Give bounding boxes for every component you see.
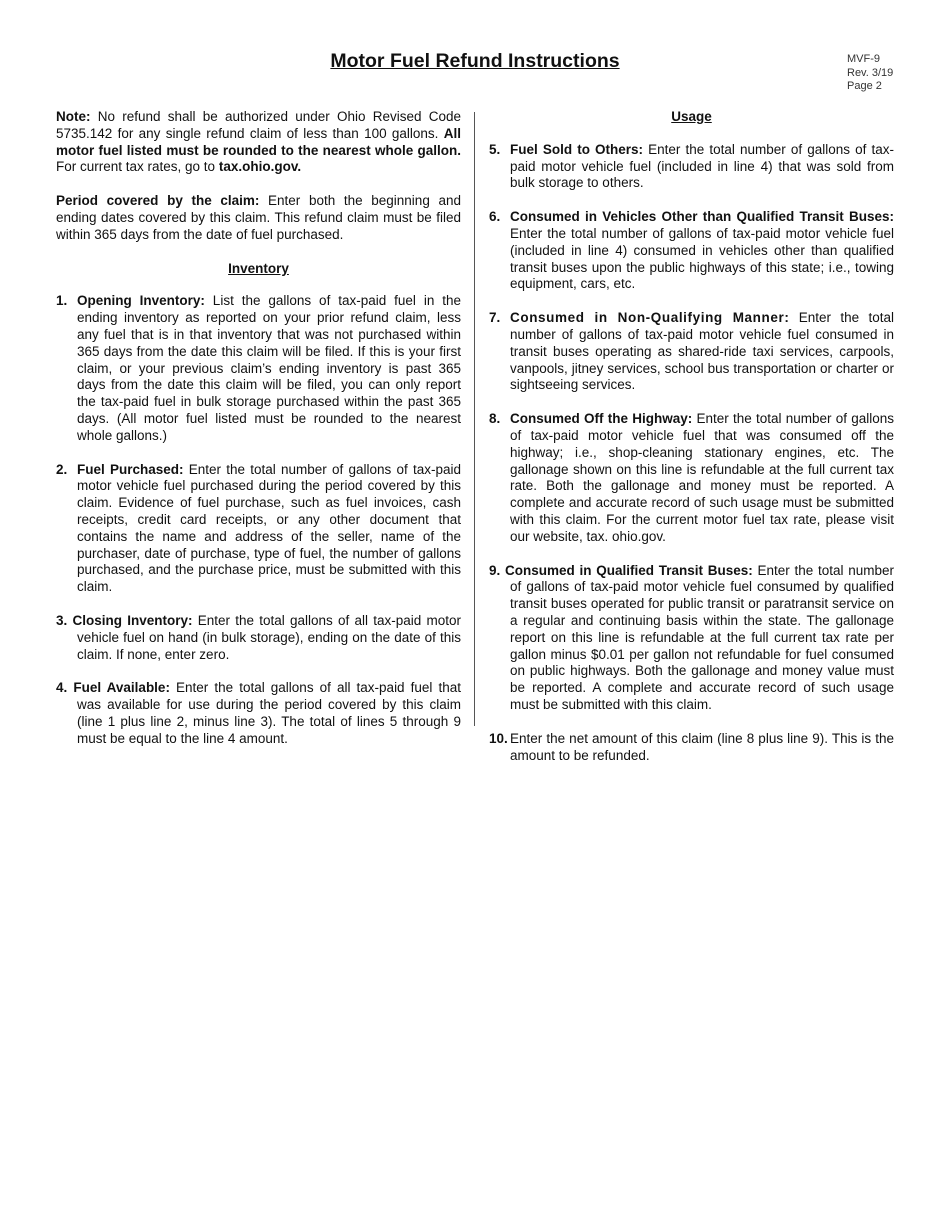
item-title: Fuel Available: [73,680,170,696]
instruction-item-1 [56,293,461,444]
inventory-heading: Inventory [228,260,289,276]
item-text: Enter the total number of gallons of tax-paid motor vehicle fuel consumed in transit buses operating as shared-ride taxi services, carpools, vanpools, jitney services, school bus transportation or charter or sightseeing services. [510,310,894,393]
form-number: MVF-9 [847,53,880,65]
item-number: 8. [489,411,501,427]
item-title: Fuel Purchased: [77,461,184,477]
item-text: Enter the total number of gallons of tax-paid motor vehicle fuel that was consumed off the highway; i.e., shop-cleaning stationary engines, etc. The gallonage shown on this line is refundable at the full current tax rate. Both the gallonage and money must be reported. A complete and accurate record of such usage must be submitted with this claim. For the current motor fuel tax rate, please visit our website, tax. ohio.gov. [510,411,894,544]
item-text: Enter the total number of gallons of tax-paid motor vehicle fuel (included in line 4) consumed in vehicles other than qualified transit buses upon the public highways of this state; i.e., towing equipment, cars, etc. [510,225,894,292]
instruction-item-7 [489,310,894,394]
left-column [56,109,461,765]
page-number: Page 2 [847,80,882,92]
item-title: Closing Inventory: [72,612,193,628]
item-title: Consumed in Non-Qualifying Manner: [510,310,790,326]
column-divider [474,112,475,726]
item-text: Enter the total number of gallons of tax-paid motor vehicle fuel (included in line 4) that was sold from bulk storage to others. [510,141,894,191]
period-label: Period covered by the claim: [56,193,260,209]
period-paragraph [56,193,461,243]
tax-website-link[interactable]: tax.ohio.gov. [218,159,302,175]
item-title: Fuel Sold to Others: [510,141,644,157]
item-number: 7. [489,310,501,326]
item-title: Opening Inventory: [77,293,205,309]
item-text: Enter the total gallons of all tax-paid motor vehicle fuel on hand (in bulk storage), ending on the date of this claim. If none, enter zero. [77,612,461,662]
note-paragraph [56,109,461,176]
page-title: Motor Fuel Refund Instructions [330,50,620,72]
item-number: 10. [489,730,508,746]
form-identifier [847,53,893,94]
item-text: List the gallons of tax-paid fuel in the ending inventory as reported on your prior refund claim, less any fuel that is in that inventory that was not purchased within 365 days from the date this claim will be filed. If this is your first claim, or your previous claim’s ending inventory is past 365 days from the date this claim will be filed, you can only report the tax-paid fuel in bulk storage purchased within the past 365 days. (All motor fuel listed must be rounded to the nearest whole gallons.) [77,293,461,443]
item-text: Enter the total number of gallons of tax-paid motor vehicle fuel consumed by qualified transit buses operated for public transit or paratransit service on a regular and continuing basis within the state. The gallonage report on this line is refundable at the full current tax rate per gallon minus $0.01 per gallon not refundable for fuel consumed on public highways. Both the gallonage and money value must be reported. A complete and accurate record of such usage must be submitted with this claim. [510,562,894,712]
item-text: Enter the total number of gallons of tax-paid motor vehicle fuel purchased during the period covered by this claim. Evidence of fuel purchase, such as fuel invoices, cash receipts, credit card receipts, or any other document that contains the name and address of the seller, name of the purchaser, date of purchase, type of fuel, the number of gallons purchased, and the purchase price, must be submitted with this claim. [77,461,462,595]
item-number: 5. [489,141,501,157]
note-text-2: For current tax rates, go to [56,159,219,175]
item-number: 3. [56,612,68,628]
item-title: Consumed in Vehicles Other than Qualified Transit Buses: [510,209,894,225]
instruction-item-10 [489,731,894,765]
instruction-item-9 [489,563,894,714]
item-title: Consumed in Qualified Transit Buses: [505,562,753,578]
period-text: Enter both the beginning and ending dates covered by this claim. This refund claim must be filed within 365 days from the date of fuel purchased. [56,193,461,242]
note-label: Note: [56,109,91,124]
item-number: 9. [489,562,501,578]
instruction-item-8 [489,411,894,545]
usage-heading: Usage [671,109,712,124]
item-number: 1. [56,293,68,309]
item-number: 6. [489,209,501,225]
right-column [489,109,894,781]
instruction-item-3 [56,613,461,663]
note-emphasis: All motor fuel listed must be rounded to the nearest whole gallon. [56,125,461,158]
instruction-item-2 [56,462,461,596]
form-revision: Rev. 3/19 [847,66,894,79]
item-text: Enter the total gallons of all tax-paid fuel that was available for use during the period covered by this claim (line 1 plus line 2, minus line 3). The total of lines 5 through 9 must be equal to the line 4 amount. [77,680,461,746]
note-text: No refund shall be authorized under Ohio Revised Code 5735.142 for any single refund claim of less than 100 gallons. [56,109,461,141]
item-number: 4. [56,680,68,696]
item-text: Enter the net amount of this claim (line 8 plus line 9). This is the amount to be refunded. [510,730,894,763]
instruction-item-4 [56,680,461,747]
instruction-item-6 [489,209,894,293]
item-title: Consumed Off the Highway: [510,411,693,427]
instruction-item-5 [489,142,894,192]
item-number: 2. [56,461,68,477]
